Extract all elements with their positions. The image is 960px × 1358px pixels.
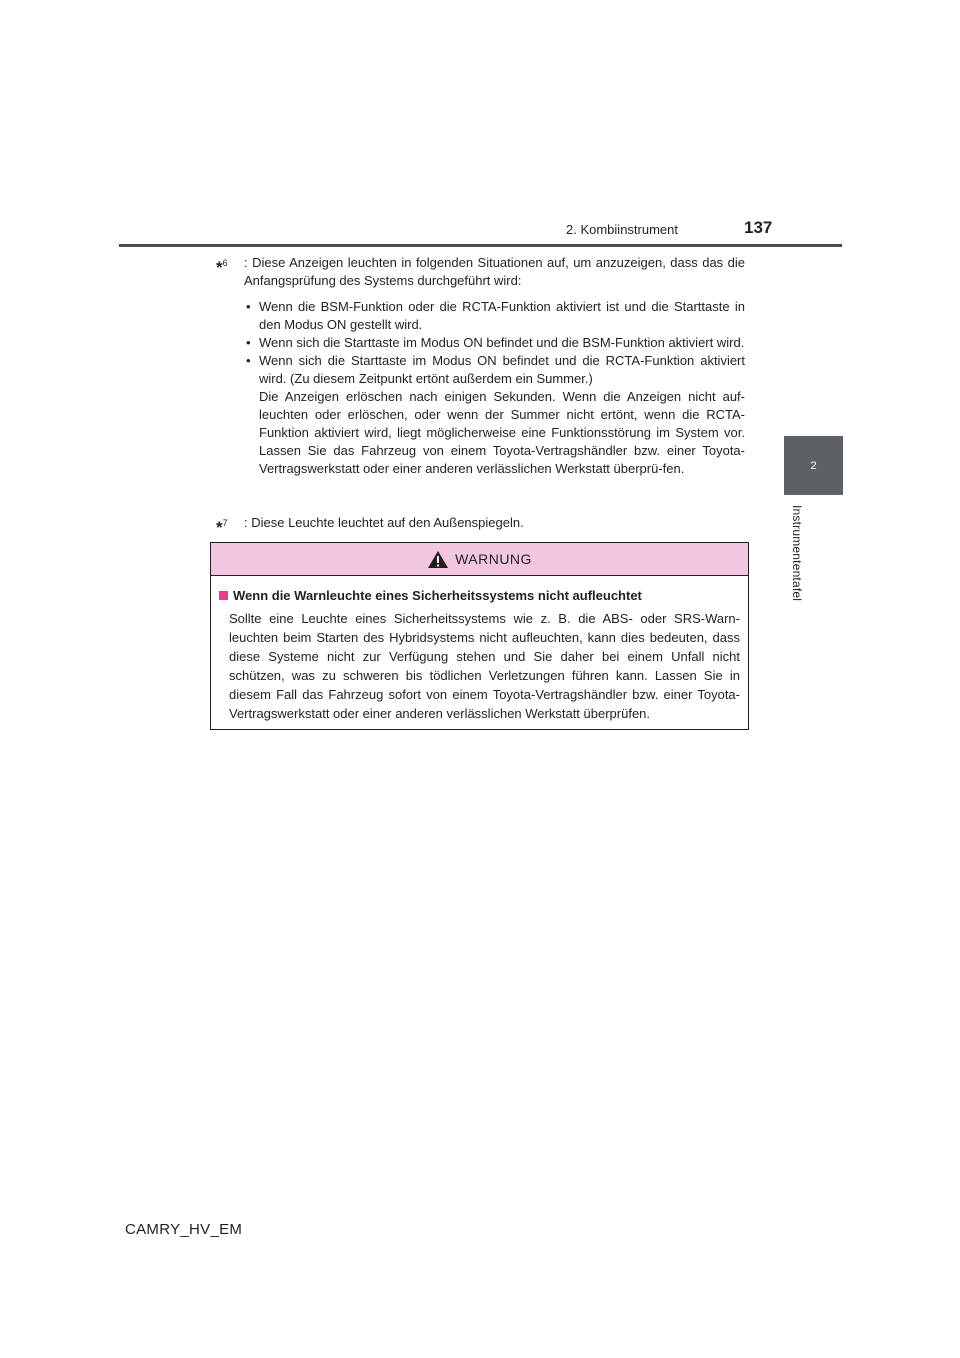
footnote-6-head	[216, 254, 745, 290]
warning-header	[211, 543, 748, 576]
square-bullet-icon	[219, 591, 228, 600]
footnote-star: *	[216, 258, 223, 277]
section-name: 2. Kombiinstrument	[566, 222, 678, 237]
footnote-6	[216, 254, 745, 478]
bullet-dot: •	[246, 353, 251, 368]
warning-text: Sollte eine Leuchte eines Sicherheitssystems wie z. B. die ABS- oder SRS-Warn-leuchten beim Starten des Hybridsystems nicht aufleuchten, kann dies bedeuten, dass diese Systeme nicht zur Verfügung stehen und Sie daher bei einem Unfall nicht schützen, was zu schweren bis tödlichen Verletzungen führen kann. Lassen Sie in diesem Fall das Fahrzeug sofort von einem Toyota-Vertragshändler bzw. einer Toyota-Vertragswerkstatt oder einer anderen verlässlichen Werkstatt überprüfen.	[229, 611, 740, 721]
warning-subheading	[219, 588, 740, 603]
footnote-7-head	[216, 514, 745, 537]
footnote-6-continuation: Die Anzeigen erlöschen nach einigen Sekunden. Wenn die Anzeigen nicht auf-leuchten oder erlöschen, oder wenn der Summer nicht ertönt, wenn die RCTA-Funktion aktiviert wird, liegt möglicherweise eine Funktionsstörung im System vor. Lassen Sie das Fahrzeug von einem Toyota-Vertragshändler bzw. einer Toyota-Vertragswerkstatt oder einer anderen verlässlichen Werkstatt überprü-fen.	[259, 389, 745, 476]
footnote-7-marker	[216, 514, 228, 537]
footnote-number: 6	[222, 258, 228, 268]
list-item	[244, 298, 745, 334]
footnote-6-bullet-list	[244, 298, 745, 478]
chapter-number: 2	[810, 459, 817, 472]
bullet-text: Wenn die BSM-Funktion oder die RCTA-Funktion aktiviert ist und die Starttaste in den Modus ON gestellt wird.	[259, 299, 745, 332]
footnote-number: 7	[222, 518, 228, 528]
page-number: 137	[744, 218, 773, 237]
warning-box	[210, 542, 749, 730]
list-item	[244, 334, 745, 352]
footnote-6-text: : Diese Anzeigen leuchten in folgenden Situationen auf, um anzuzeigen, dass das die Anfangsprüfung des Systems durchgeführt wird:	[244, 255, 745, 288]
header-rule	[119, 244, 842, 247]
list-item	[244, 352, 745, 478]
document-code: CAMRY_HV_EM	[125, 1221, 243, 1238]
footnote-7-text: : Diese Leuchte leuchtet auf den Außenspiegeln.	[244, 515, 524, 530]
bullet-dot: •	[246, 335, 251, 350]
chapter-tab	[784, 436, 843, 495]
warning-title: WARNUNG	[455, 551, 532, 567]
bullet-text: Wenn sich die Starttaste im Modus ON befindet und die BSM-Funktion aktiviert wird.	[259, 335, 745, 350]
chapter-side-label: Instrumententafel	[790, 505, 804, 602]
footnote-7	[216, 514, 745, 537]
warning-triangle-icon	[427, 550, 449, 569]
footnote-star: *	[216, 518, 223, 537]
warning-subheading-text: Wenn die Warnleuchte eines Sicherheitssystems nicht aufleuchtet	[233, 588, 642, 603]
bullet-dot: •	[246, 299, 251, 314]
footnote-6-marker	[216, 254, 228, 277]
bullet-text: Wenn sich die Starttaste im Modus ON befindet und die RCTA-Funktion aktiviert wird. (Zu diesem Zeitpunkt ertönt außerdem ein Summer.)	[259, 353, 745, 386]
warning-body	[211, 576, 748, 723]
